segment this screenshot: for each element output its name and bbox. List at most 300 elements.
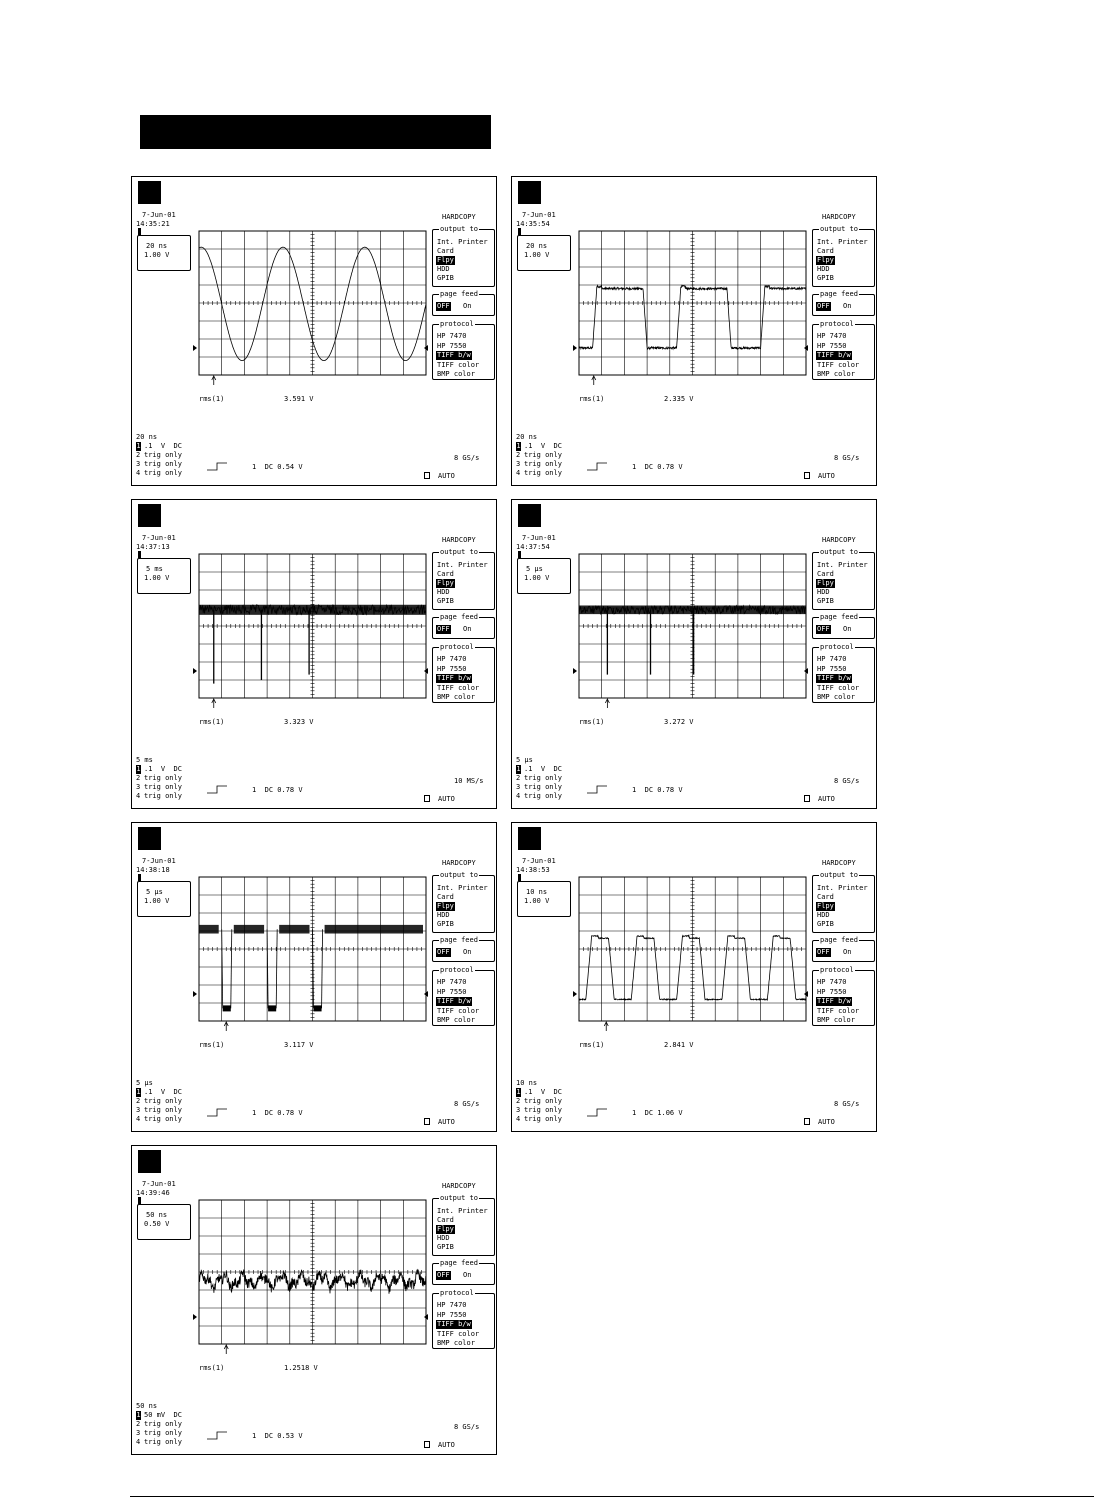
- channel-row: [516, 792, 562, 801]
- channel-number: 1: [136, 1411, 141, 1419]
- section-title-bar: [140, 115, 491, 149]
- page-feed-option[interactable]: On: [463, 302, 472, 310]
- protocol-option[interactable]: HP 7550: [817, 664, 847, 673]
- channel-setting: trig only: [524, 1115, 562, 1123]
- channel-setting: .1 V DC: [524, 765, 562, 773]
- capture-date: 7-Jun-01: [522, 534, 556, 542]
- volts-value: 0.50 V: [144, 1220, 170, 1228]
- timebase-footer: 5 μs: [136, 1079, 153, 1087]
- sample-rate: 8 GS/s: [834, 454, 860, 462]
- auto-label: AUTO: [438, 472, 455, 480]
- protocol-option[interactable]: BMP color: [437, 370, 475, 378]
- output-option[interactable]: Card: [817, 570, 834, 578]
- ground-marker: [573, 991, 577, 997]
- capture-date: 7-Jun-01: [142, 211, 176, 219]
- channel-setting: trig only: [144, 783, 182, 791]
- rms-value: 3.272 V: [664, 718, 694, 726]
- ground-marker: [573, 668, 577, 674]
- protocol-option[interactable]: TIFF b/w: [437, 674, 471, 682]
- page-feed-option[interactable]: On: [843, 302, 852, 310]
- protocol-option[interactable]: TIFF color: [817, 360, 860, 369]
- protocol-option[interactable]: TIFF color: [817, 683, 860, 692]
- protocol-option[interactable]: HP 7550: [437, 987, 467, 996]
- output-option[interactable]: Card: [437, 247, 454, 255]
- waveform-edge: [322, 929, 323, 1008]
- protocol-option[interactable]: TIFF b/w: [437, 1320, 471, 1328]
- trigger-edge-icon: [587, 1109, 607, 1116]
- waveform-band: [325, 925, 423, 934]
- channel-number: 1: [136, 765, 141, 773]
- output-option[interactable]: GPIB: [817, 920, 834, 928]
- trigger-edge-icon: [207, 1109, 227, 1116]
- channel-setting: trig only: [524, 792, 562, 800]
- channel-number: 1: [516, 765, 521, 773]
- output-option[interactable]: Card: [817, 893, 834, 901]
- waveform-band: [234, 925, 264, 934]
- channel-setting: trig only: [524, 460, 562, 468]
- output-option[interactable]: HDD: [437, 265, 450, 273]
- channel-number: 1: [136, 442, 141, 450]
- auto-indicator-icon: [804, 472, 810, 479]
- auto-indicator-icon: [424, 472, 430, 479]
- page-feed-option[interactable]: OFF: [817, 625, 830, 633]
- channel-setting: .1 V DC: [144, 442, 182, 450]
- channel-setting: trig only: [524, 451, 562, 459]
- output-to-group: [812, 225, 875, 287]
- rms-value: 3.323 V: [284, 718, 314, 726]
- timebase-value: 5 μs: [146, 888, 163, 896]
- page-feed-group: [812, 613, 875, 639]
- rms-label: rms(1): [579, 718, 605, 726]
- capture-time: 14:35:21: [136, 220, 170, 228]
- channel-setting: trig only: [144, 1429, 182, 1437]
- sample-rate: 10 MS/s: [454, 777, 484, 785]
- channel-row: [516, 442, 562, 451]
- sample-rate: 8 GS/s: [834, 777, 860, 785]
- protocol-option[interactable]: HP 7550: [817, 987, 847, 996]
- waveform-edge: [231, 929, 232, 1008]
- protocol-option[interactable]: HP 7550: [437, 341, 467, 350]
- auto-indicator-icon: [424, 1441, 430, 1448]
- channel-number: 2: [516, 774, 521, 782]
- volts-value: 1.00 V: [524, 897, 550, 905]
- ground-marker: [193, 345, 197, 351]
- channel-setting: trig only: [524, 469, 562, 477]
- auto-label: AUTO: [438, 1118, 455, 1126]
- output-option[interactable]: GPIB: [437, 920, 454, 928]
- protocol-option[interactable]: BMP color: [817, 1016, 855, 1024]
- protocol-option[interactable]: HP 7550: [437, 1310, 467, 1319]
- protocol-option[interactable]: HP 7470: [817, 655, 847, 663]
- page-feed-group: [812, 290, 875, 316]
- output-to-label: output to: [440, 871, 478, 879]
- channel-number: 3: [136, 460, 141, 468]
- protocol-option[interactable]: TIFF color: [817, 1006, 860, 1015]
- output-option[interactable]: Flpy: [437, 256, 454, 264]
- timebase-footer: 20 ns: [136, 433, 158, 441]
- acquisition-mode[interactable]: [804, 1118, 835, 1127]
- channel-number: 2: [516, 1097, 521, 1105]
- protocol-option[interactable]: TIFF b/w: [437, 351, 471, 359]
- protocol-option[interactable]: HP 7470: [437, 655, 467, 663]
- channel-row: [516, 1106, 562, 1115]
- output-option[interactable]: GPIB: [437, 597, 454, 605]
- protocol-group: [432, 1289, 495, 1349]
- timebase-footer: 5 μs: [516, 756, 533, 764]
- auto-indicator-icon: [424, 1118, 430, 1125]
- sample-rate: 8 GS/s: [454, 454, 480, 462]
- timebase-value: 10 ns: [526, 888, 548, 896]
- volts-value: 1.00 V: [144, 574, 170, 582]
- sample-rate: 8 GS/s: [454, 1423, 480, 1431]
- protocol-option[interactable]: TIFF color: [437, 683, 480, 692]
- waveform-pulse-low: [223, 1005, 231, 1011]
- channel-row: [136, 1429, 182, 1438]
- capture-date: 7-Jun-01: [522, 857, 556, 865]
- ground-marker: [193, 1314, 197, 1320]
- waveform-band: [199, 925, 219, 934]
- protocol-option[interactable]: HP 7550: [817, 341, 847, 350]
- timebase-value: 50 ns: [146, 1211, 168, 1219]
- scope-panel: [131, 822, 497, 1132]
- output-option[interactable]: Int. Printer: [817, 884, 868, 892]
- output-option[interactable]: Int. Printer: [437, 238, 488, 246]
- timebase-footer: 5 ms: [136, 756, 153, 764]
- output-option[interactable]: Flpy: [437, 1225, 454, 1233]
- acquisition-mode[interactable]: [804, 472, 835, 481]
- output-option[interactable]: HDD: [437, 588, 450, 596]
- hardcopy-title: HARDCOPY: [442, 536, 476, 544]
- output-option[interactable]: Flpy: [817, 902, 834, 910]
- protocol-option[interactable]: HP 7550: [437, 664, 467, 673]
- channel-row: [516, 469, 562, 478]
- protocol-option[interactable]: HP 7470: [437, 1301, 467, 1309]
- ground-marker: [193, 668, 197, 674]
- channel-number: 3: [136, 1429, 141, 1437]
- channel-number: 2: [136, 451, 141, 459]
- channel-row: [516, 765, 562, 774]
- capture-time: 14:39:46: [136, 1189, 170, 1197]
- output-option[interactable]: GPIB: [817, 597, 834, 605]
- protocol-option[interactable]: BMP color: [437, 1016, 475, 1024]
- output-option[interactable]: HDD: [817, 588, 830, 596]
- trigger-setting: 1 DC 0.78 V: [632, 786, 683, 794]
- channel-setting: trig only: [144, 792, 182, 800]
- rms-value: 3.591 V: [284, 395, 314, 403]
- channel-row: [136, 1411, 182, 1420]
- scope-panel: [511, 822, 877, 1132]
- protocol-group: [812, 966, 875, 1026]
- scope-panel: [131, 176, 497, 486]
- capture-time: 14:38:53: [516, 866, 550, 874]
- protocol-group: [432, 320, 495, 380]
- channel-number: 3: [516, 1106, 521, 1114]
- auto-indicator-icon: [424, 795, 430, 802]
- channel-number: 4: [516, 792, 521, 800]
- output-to-label: output to: [440, 548, 478, 556]
- channel-setting: trig only: [144, 1438, 182, 1446]
- ground-marker: [573, 345, 577, 351]
- protocol-option[interactable]: TIFF color: [437, 1329, 480, 1338]
- output-option[interactable]: Card: [437, 570, 454, 578]
- channel-setting: trig only: [524, 783, 562, 791]
- channel-setting: trig only: [144, 451, 182, 459]
- trigger-edge-icon: [207, 786, 227, 793]
- waveform-band: [279, 925, 309, 934]
- protocol-group: [812, 320, 875, 380]
- channel-number: 4: [136, 469, 141, 477]
- channel-setting: trig only: [524, 1097, 562, 1105]
- channel-number: 3: [516, 783, 521, 791]
- trigger-setting: 1 DC 0.54 V: [252, 463, 303, 471]
- page-feed-option[interactable]: OFF: [437, 302, 450, 310]
- channel-row: [136, 1115, 182, 1124]
- output-to-group: [432, 548, 495, 610]
- rms-value: 2.841 V: [664, 1041, 694, 1049]
- volts-value: 1.00 V: [144, 897, 170, 905]
- page-feed-label: page feed: [820, 613, 858, 621]
- hardcopy-title: HARDCOPY: [822, 859, 856, 867]
- channel-row: [136, 1106, 182, 1115]
- channel-row: [516, 783, 562, 792]
- output-option[interactable]: Flpy: [817, 256, 834, 264]
- capture-date: 7-Jun-01: [522, 211, 556, 219]
- page-feed-option[interactable]: On: [463, 948, 472, 956]
- output-to-group: [812, 548, 875, 610]
- waveform-pulse-low: [314, 1005, 322, 1011]
- rms-value: 2.335 V: [664, 395, 694, 403]
- protocol-group: [432, 643, 495, 703]
- output-option[interactable]: Int. Printer: [437, 561, 488, 569]
- page-feed-option[interactable]: On: [463, 1271, 472, 1279]
- auto-label: AUTO: [818, 795, 835, 803]
- output-to-group: [812, 871, 875, 933]
- trigger-setting: 1 DC 0.78 V: [252, 1109, 303, 1117]
- channel-row: [136, 792, 182, 801]
- output-to-label: output to: [820, 225, 858, 233]
- volts-value: 1.00 V: [524, 574, 550, 582]
- protocol-option[interactable]: HP 7470: [437, 332, 467, 340]
- auto-indicator-icon: [804, 1118, 810, 1125]
- channel-number: 4: [136, 1115, 141, 1123]
- output-option[interactable]: GPIB: [817, 274, 834, 282]
- output-option[interactable]: HDD: [817, 265, 830, 273]
- protocol-option[interactable]: BMP color: [817, 370, 855, 378]
- acquisition-mode[interactable]: [424, 1118, 455, 1127]
- hardcopy-title: HARDCOPY: [822, 536, 856, 544]
- capture-date: 7-Jun-01: [142, 857, 176, 865]
- rms-value: 1.2518 V: [284, 1364, 318, 1372]
- timebase-value: 5 ms: [146, 565, 163, 573]
- trigger-setting: 1 DC 1.06 V: [632, 1109, 683, 1117]
- protocol-option[interactable]: TIFF b/w: [437, 997, 471, 1005]
- protocol-option[interactable]: BMP color: [437, 1339, 475, 1347]
- channel-row: [136, 1088, 182, 1097]
- channel-number: 2: [136, 774, 141, 782]
- channel-setting: trig only: [144, 1420, 182, 1428]
- acquisition-mode[interactable]: [804, 795, 835, 804]
- page-feed-group: [432, 290, 495, 316]
- channel-row: [136, 783, 182, 792]
- channel-setting: .1 V DC: [524, 442, 562, 450]
- protocol-option[interactable]: HP 7470: [437, 978, 467, 986]
- page-feed-option[interactable]: OFF: [437, 625, 450, 633]
- page-feed-group: [432, 613, 495, 639]
- timebase-footer: 50 ns: [136, 1402, 158, 1410]
- channel-number: 3: [136, 1106, 141, 1114]
- rms-label: rms(1): [579, 395, 605, 403]
- channel-number: 4: [516, 1115, 521, 1123]
- channel-number: 3: [136, 783, 141, 791]
- page-feed-label: page feed: [440, 936, 478, 944]
- channel-setting: trig only: [144, 774, 182, 782]
- rms-label: rms(1): [199, 1041, 225, 1049]
- page-feed-label: page feed: [440, 1259, 478, 1267]
- channel-row: [136, 451, 182, 460]
- acquisition-mode[interactable]: [424, 1441, 455, 1450]
- hardcopy-title: HARDCOPY: [822, 213, 856, 221]
- channel-number: 1: [516, 1088, 521, 1096]
- trigger-edge-icon: [207, 1432, 227, 1439]
- channel-setting: .1 V DC: [524, 1088, 562, 1096]
- channel-row: [516, 460, 562, 469]
- output-option[interactable]: Flpy: [437, 579, 454, 587]
- page-feed-option[interactable]: On: [843, 948, 852, 956]
- scope-panel: [511, 499, 877, 809]
- output-option[interactable]: HDD: [817, 911, 830, 919]
- channel-number: 4: [136, 1438, 141, 1446]
- output-option[interactable]: Int. Printer: [817, 561, 868, 569]
- output-option[interactable]: Card: [437, 893, 454, 901]
- channel-row: [516, 1115, 562, 1124]
- output-option[interactable]: HDD: [437, 911, 450, 919]
- channel-number: 2: [136, 1097, 141, 1105]
- timebase-value: 5 μs: [526, 565, 543, 573]
- channel-number: 1: [136, 1088, 141, 1096]
- page-feed-option[interactable]: On: [843, 625, 852, 633]
- page-feed-label: page feed: [440, 613, 478, 621]
- ground-marker: [193, 991, 197, 997]
- channel-row: [136, 469, 182, 478]
- output-option[interactable]: Card: [817, 247, 834, 255]
- protocol-label: protocol: [820, 966, 854, 974]
- auto-label: AUTO: [438, 795, 455, 803]
- protocol-option[interactable]: BMP color: [437, 693, 475, 701]
- page-feed-option[interactable]: OFF: [437, 948, 450, 956]
- channel-number: 2: [516, 451, 521, 459]
- channel-number: 4: [136, 792, 141, 800]
- channel-row: [136, 774, 182, 783]
- rms-value: 3.117 V: [284, 1041, 314, 1049]
- protocol-option[interactable]: TIFF b/w: [817, 997, 851, 1005]
- page-feed-option[interactable]: OFF: [817, 302, 830, 310]
- acquisition-mode[interactable]: [424, 472, 455, 481]
- protocol-group: [432, 966, 495, 1026]
- channel-row: [136, 442, 182, 451]
- output-to-group: [432, 225, 495, 287]
- output-option[interactable]: Flpy: [437, 902, 454, 910]
- output-option[interactable]: HDD: [437, 1234, 450, 1242]
- output-option[interactable]: Flpy: [817, 579, 834, 587]
- channel-row: [136, 1420, 182, 1429]
- trigger-setting: 1 DC 0.78 V: [632, 463, 683, 471]
- page-feed-group: [812, 936, 875, 962]
- output-option[interactable]: Int. Printer: [437, 1207, 488, 1215]
- output-to-group: [432, 871, 495, 933]
- protocol-label: protocol: [820, 320, 854, 328]
- output-option[interactable]: GPIB: [437, 1243, 454, 1251]
- channel-row: [516, 1097, 562, 1106]
- protocol-option[interactable]: TIFF color: [437, 360, 480, 369]
- page-feed-label: page feed: [820, 290, 858, 298]
- timebase-value: 20 ns: [526, 242, 548, 250]
- channel-setting: trig only: [144, 1106, 182, 1114]
- capture-time: 14:35:54: [516, 220, 550, 228]
- protocol-option[interactable]: TIFF color: [437, 1006, 480, 1015]
- rms-label: rms(1): [199, 395, 225, 403]
- page-feed-group: [432, 1259, 495, 1285]
- sample-rate: 8 GS/s: [454, 1100, 480, 1108]
- output-option[interactable]: Int. Printer: [437, 884, 488, 892]
- acquisition-mode[interactable]: [424, 795, 455, 804]
- rms-label: rms(1): [199, 1364, 225, 1372]
- output-option[interactable]: GPIB: [437, 274, 454, 282]
- protocol-option[interactable]: HP 7470: [817, 332, 847, 340]
- rms-label: rms(1): [579, 1041, 605, 1049]
- rms-label: rms(1): [199, 718, 225, 726]
- protocol-option[interactable]: HP 7470: [817, 978, 847, 986]
- trigger-edge-icon: [587, 463, 607, 470]
- auto-label: AUTO: [438, 1441, 455, 1449]
- scope-panel: [131, 499, 497, 809]
- channel-setting: trig only: [524, 1106, 562, 1114]
- capture-time: 14:37:13: [136, 543, 170, 551]
- protocol-option[interactable]: TIFF b/w: [817, 351, 851, 359]
- output-option[interactable]: Int. Printer: [817, 238, 868, 246]
- channel-row: [136, 1438, 182, 1447]
- output-to-label: output to: [820, 548, 858, 556]
- trigger-setting: 1 DC 0.53 V: [252, 1432, 303, 1440]
- channel-setting: trig only: [144, 1097, 182, 1105]
- volts-value: 1.00 V: [144, 251, 170, 259]
- capture-date: 7-Jun-01: [142, 1180, 176, 1188]
- channel-row: [516, 451, 562, 460]
- channel-row: [136, 1097, 182, 1106]
- page-feed-group: [432, 936, 495, 962]
- timebase-footer: 10 ns: [516, 1079, 538, 1087]
- protocol-label: protocol: [440, 320, 474, 328]
- page-feed-option[interactable]: On: [463, 625, 472, 633]
- output-to-label: output to: [440, 225, 478, 233]
- output-to-label: output to: [440, 1194, 478, 1202]
- page-feed-option[interactable]: OFF: [817, 948, 830, 956]
- channel-setting: .1 V DC: [144, 1088, 182, 1096]
- capture-time: 14:37:54: [516, 543, 550, 551]
- waveform-pulse-low: [268, 1005, 276, 1011]
- waveform-trace: [199, 925, 423, 1012]
- page-feed-option[interactable]: OFF: [437, 1271, 450, 1279]
- capture-time: 14:38:18: [136, 866, 170, 874]
- trigger-edge-icon: [587, 786, 607, 793]
- protocol-option[interactable]: BMP color: [817, 693, 855, 701]
- hardcopy-title: HARDCOPY: [442, 1182, 476, 1190]
- channel-row: [136, 460, 182, 469]
- channel-setting: 50 mV DC: [144, 1411, 182, 1419]
- hardcopy-title: HARDCOPY: [442, 213, 476, 221]
- protocol-option[interactable]: TIFF b/w: [817, 674, 851, 682]
- protocol-label: protocol: [440, 643, 474, 651]
- output-option[interactable]: Card: [437, 1216, 454, 1224]
